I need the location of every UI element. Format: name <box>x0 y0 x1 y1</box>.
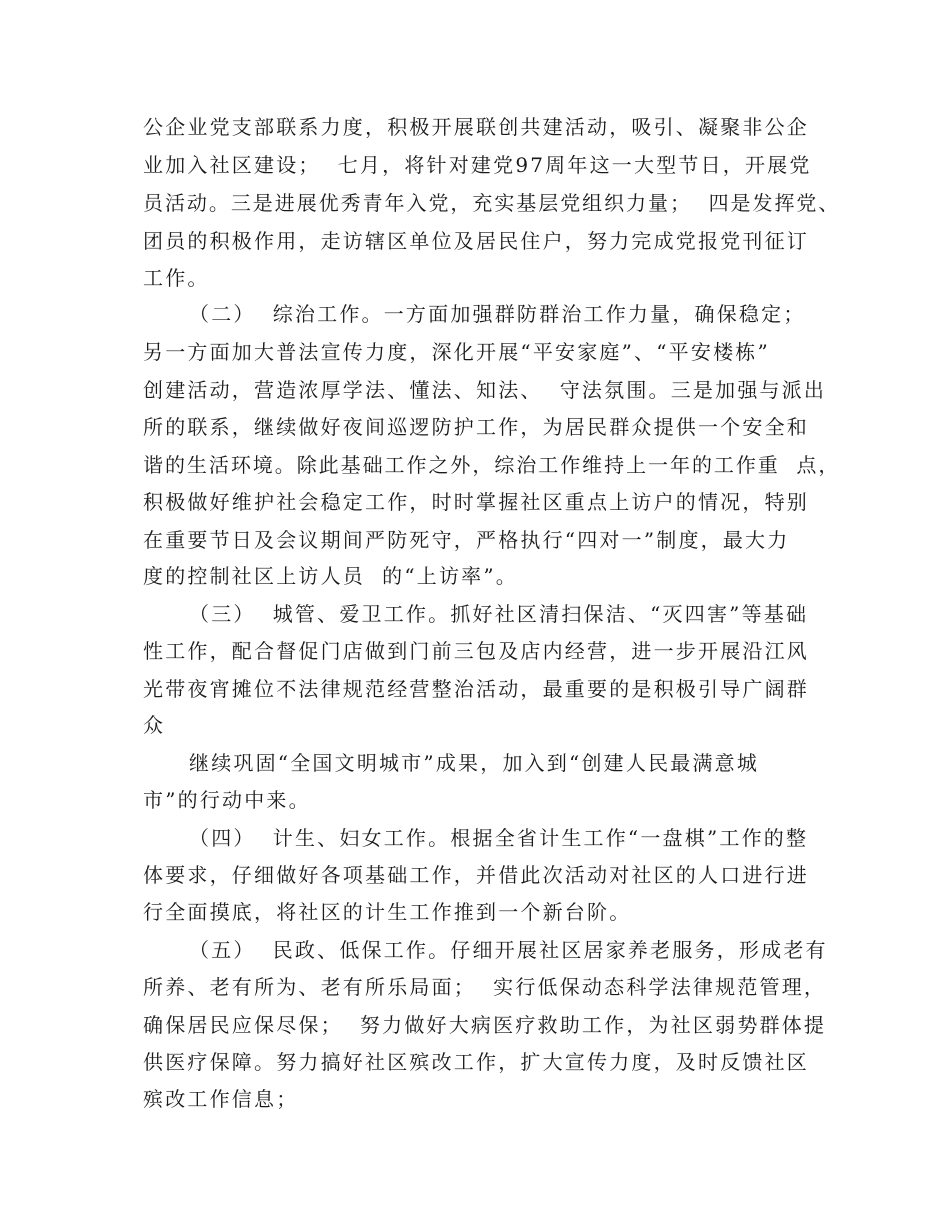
section-heading-line: （二） 综治工作。一方面加强群防群治工作力量，确保稳定； <box>189 302 806 326</box>
body-text-line: 在重要节日及会议期间严防死守，严格执行“四对一”制度，最大力 <box>143 528 790 552</box>
body-text-line: 员活动。三是进展优秀青年入党，充实基层党组织力量； 四是发挥党、 <box>143 191 841 215</box>
body-text-line: 供医疗保障。努力搞好社区殡改工作，扩大宣传力度，及时反馈社区 <box>143 1050 809 1074</box>
body-text-line: 所的联系，继续做好夜间巡逻防护工作，为居民群众提供一个安全和 <box>143 415 809 439</box>
body-text-line: 确保居民应保尽保； 努力做好大病医疗救助工作，为社区弱势群体提 <box>143 1013 827 1037</box>
body-text-line: 另一方面加大普法宣传力度，深化开展“平安家庭”、“平安楼栋” <box>143 340 770 364</box>
section-heading-line: （三） 城管、爱卫工作。抓好社区清扫保洁、“灭四害”等基础 <box>189 602 809 626</box>
body-text-line: 公企业党支部联系力度，积极开展联创共建活动，吸引、凝聚非公企 <box>143 115 809 139</box>
section-heading-line: （五） 民政、低保工作。仔细开展社区居家养老服务，形成老有 <box>189 938 828 962</box>
body-text-line: 业加入社区建设； 七月，将针对建党97周年这一大型节日，开展党 <box>143 153 812 177</box>
body-text-line: 所养、老有所为、老有所乐局面； 实行低保动态科学法律规范管理， <box>143 975 827 999</box>
body-text-line: 创建活动，营造浓厚学法、懂法、知法、 守法氛围。三是加强与派出 <box>143 378 827 402</box>
body-text-line: 谐的生活环境。除此基础工作之外，综治工作维持上一年的工作重 点， <box>143 453 841 477</box>
body-text-line: 殡改工作信息； <box>143 1087 299 1111</box>
body-text-line: 行全面摸底，将社区的计生工作推到一个新台阶。 <box>143 900 632 924</box>
body-text-line: 众 <box>143 713 166 737</box>
body-text-line: 光带夜宵摊位不法律规范经营整治活动，最重要的是积极引导广阔群 <box>143 677 809 701</box>
body-text-line: 市”的行动中来。 <box>143 788 311 812</box>
body-text-line: 积极做好维护社会稳定工作，时时掌握社区重点上访户的情况，特别 <box>143 490 809 514</box>
body-text-line: 体要求，仔细做好各项基础工作，并借此次活动对社区的人口进行进 <box>143 863 809 887</box>
body-text-line: 性工作，配合督促门店做到门前三包及店内经营，进一步开展沿江风 <box>143 639 809 663</box>
body-text-line: 度的控制社区上访人员 的“上访率”。 <box>143 564 518 588</box>
body-text-line: 团员的积极作用，走访辖区单位及居民住户，努力完成党报党刊征订 <box>143 229 809 253</box>
section-heading-line: （四） 计生、妇女工作。根据全省计生工作“一盘棋”工作的整 <box>189 826 809 850</box>
body-text-line: 工作。 <box>143 266 210 290</box>
body-text-line: 继续巩固“全国文明城市”成果，加入到“创建人民最满意城 <box>189 751 760 775</box>
